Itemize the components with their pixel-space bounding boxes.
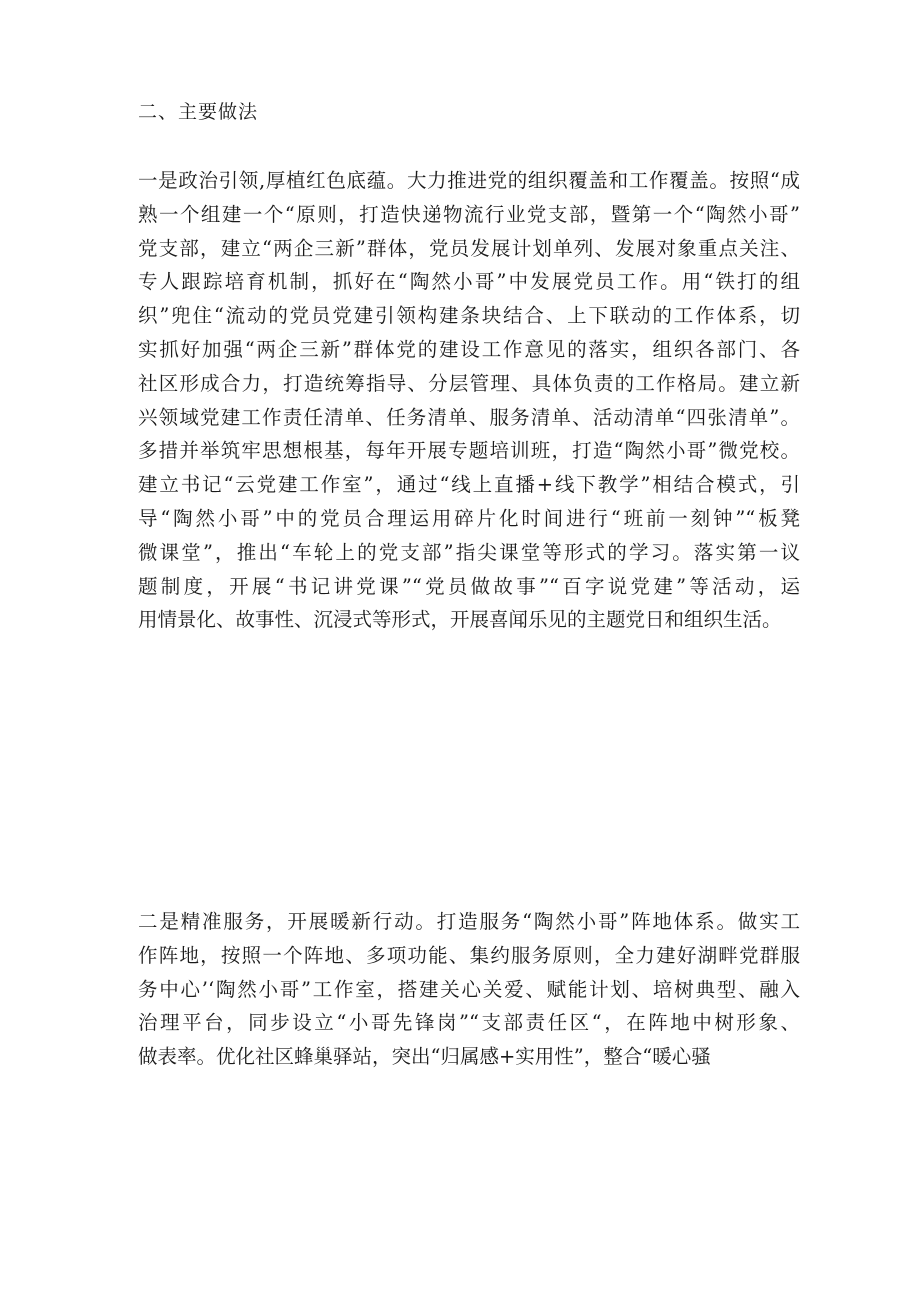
paragraph-line: 务中心’‘陶然小哥”工作室，搭建关心关爱、赋能计划、培树典型、融入	[138, 977, 800, 1001]
paragraph-line: 党支部，建立“两企三新”群体，党员发展计划单列、发展对象重点关注、	[138, 236, 800, 260]
paragraph-line: 实抓好加强“两企三新”群体党的建设工作意见的落实，组织各部门、各	[138, 337, 800, 361]
paragraph-line: 建立书记“云党建工作室”，通过“线上直播+线下教学”相结合模式，引	[138, 473, 800, 497]
paragraph-political-leadership	[138, 164, 800, 637]
paragraph-line: 社区形成合力，打造统筹指导、分层管理、具体负责的工作格局。建立新	[138, 371, 800, 395]
paragraph-line: 题制度，开展“书记讲党课”“党员做故事”“百字说党建”等活动，运	[138, 574, 800, 598]
paragraph-line: 作阵地，按照一个阵地、多项功能、集约服务原则，全力建好湖畔党群服	[138, 943, 800, 967]
paragraph-line: 导“陶然小哥”中的党员合理运用碎片化时间进行“班前一刻钟”“板凳	[138, 506, 800, 530]
paragraph-line: 一是政治引领,厚植红色底蕴。大力推进党的组织覆盖和工作覆盖。按照“成	[138, 169, 800, 192]
paragraph-line: 多措并举筑牢思想根基，每年开展专题培训班，打造“陶然小哥”微党校。	[138, 439, 800, 463]
paragraph-line: 用情景化、故事性、沉浸式等形式，开展喜闻乐见的主题党日和组织生活。	[138, 608, 782, 632]
paragraph-line: 治理平台，同步设立“小哥先锋岗”“支部责任区“，在阵地中树形象、	[138, 1011, 800, 1035]
paragraph-line: 熟一个组建一个“原则，打造快递物流行业党支部，暨第一个“陶然小哥”	[138, 202, 800, 226]
paragraph-line: 二是精准服务，开展暖新行动。打造服务“陶然小哥”阵地体系。做实工	[138, 910, 800, 933]
paragraph-line: 兴领域党建工作责任清单、任务清单、服务清单、活动清单“四张清单”。	[138, 405, 800, 429]
paragraph-line: 做表率。优化社区蜂巢驿站，突出“归属感+实用性”，整合“暖心骚	[138, 1045, 711, 1069]
paragraph-line: 织”兜住“流动的党员党建引领构建条块结合、上下联动的工作体系，切	[138, 304, 800, 328]
paragraph-line: 专人跟踪培育机制，抓好在“陶然小哥”中发展党员工作。用“铁打的组	[138, 270, 800, 294]
section-heading: 二、主要做法	[138, 101, 259, 123]
paragraph-precise-service	[138, 905, 800, 1074]
paragraph-line: 微课堂”，推出“车轮上的党支部”指尖课堂等形式的学习。落实第一议	[138, 540, 800, 564]
